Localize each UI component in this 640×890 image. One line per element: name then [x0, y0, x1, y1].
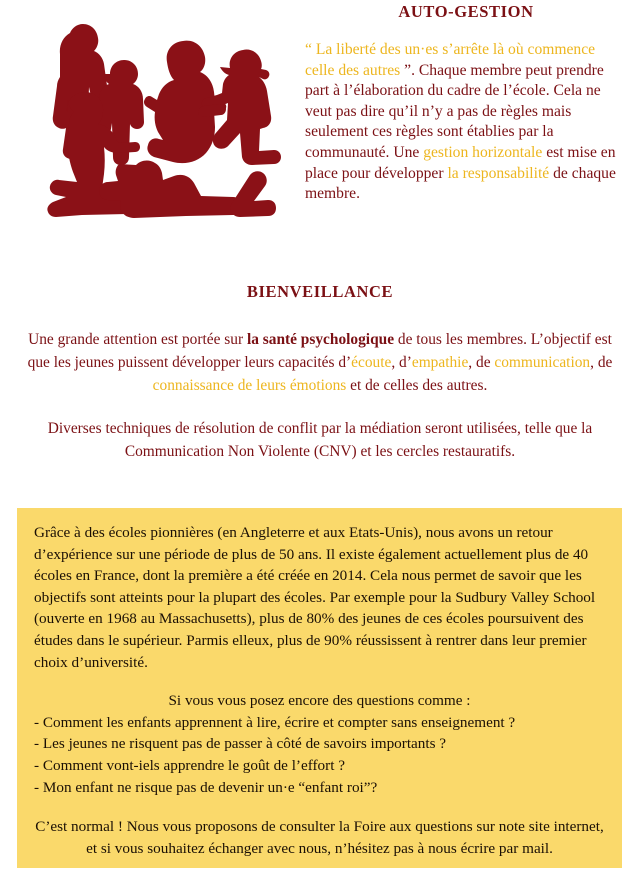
bienveillance-p1-part3: , d’: [391, 354, 412, 371]
bienveillance-paragraph-1: [0, 328, 640, 397]
section-auto-gestion: [0, 0, 640, 258]
auto-gestion-text-1: Chaque membre peut prendre part à l’élaboration du cadre de l’école. Cela ne veut pas dire qu’il n’y a pas de règles mais seulement ces règles sont établies par la communauté. Une: [305, 61, 604, 161]
section-bienveillance: [0, 282, 640, 463]
auto-gestion-body: [305, 40, 627, 205]
auto-gestion-highlight-responsabilite: la responsabilité: [447, 164, 550, 182]
info-panel-faq: [17, 508, 622, 868]
bienveillance-p1-part2: de tous les membres. L’objectif est que les jeunes puissent développer leurs capacités d’: [27, 331, 612, 371]
info-panel-question-item: - Comment vont-iels apprendre le goût de l’effort ?: [34, 756, 345, 774]
bienveillance-p1-part5: , de: [590, 354, 613, 371]
bienveillance-p1-gold-empathie: empathie: [411, 354, 469, 371]
auto-gestion-highlight-gestion-horizontale: gestion horizontale: [423, 143, 543, 161]
info-panel-outro-paragraph: C’est normal ! Nous vous proposons de consulter la Foire aux questions sur note site internet, et si vous souhaitez échanger avec nous, n’hésitez pas à nous écrire par mail.: [35, 818, 604, 857]
people-silhouette-illustration: [18, 14, 298, 242]
bienveillance-p1-gold-communication: communication: [494, 354, 591, 371]
bienveillance-p1-part1: Une grande attention est portée sur: [28, 331, 247, 348]
info-panel-intro-paragraph: Grâce à des écoles pionnières (en Angleterre et aux Etats-Unis), nous avons un retour d’expérience sur une période de plus de 50 ans. Il existe également actuellement plus de 40 écoles en France, dont la première a été créée en 2014. Cela nous permet de savoir que les objectifs sont atteints pour la plupart des écoles. Par exemple pour la Sudbury Valley School (ouverte en 1968 au Massachusetts), plus de 80% des jeunes de ces écoles poursuivent des études dans le supérieur. Parmis elleux, plus de 90% réussissent à rentrer dans leur premier choix d’université.: [34, 524, 596, 671]
page-title-bienveillance: BIENVEILLANCE: [246, 282, 394, 301]
auto-gestion-quote-close: ”.: [404, 61, 415, 79]
bienveillance-p1-gold-connaissance-emotions: connaissance de leurs émotions: [152, 377, 347, 394]
info-panel-question-item: - Les jeunes ne risquent pas de passer à côté de savoirs importants ?: [34, 735, 447, 753]
info-panel-question-item: - Comment les enfants apprennent à lire, écrire et compter sans enseignement ?: [34, 713, 516, 731]
auto-gestion-text-3: de chaque membre.: [305, 164, 616, 203]
bienveillance-paragraph-2: Diverses techniques de résolution de conflit par la médiation seront utilisées, telle que la Communication Non Violente (CNV) et les cercles restauratifs.: [47, 420, 593, 460]
bienveillance-p1-gold-ecoute: écoute: [351, 354, 392, 371]
page-title-auto-gestion: AUTO-GESTION: [398, 2, 534, 21]
auto-gestion-text-2: est mise en place pour développer: [305, 143, 616, 182]
bienveillance-p1-part6: et de celles des autres.: [346, 377, 488, 394]
bienveillance-p1-bold-sante-psychologique: la santé psychologique: [246, 331, 395, 348]
info-panel-question-item: - Mon enfant ne risque pas de devenir un·e “enfant roi”?: [34, 778, 378, 796]
info-panel-questions-header: Si vous vous posez encore des questions comme :: [168, 692, 471, 710]
auto-gestion-quote: “ La liberté des un·es s’arrête là où commence celle des autres: [305, 41, 596, 79]
bienveillance-p1-part4: , de: [468, 354, 495, 371]
